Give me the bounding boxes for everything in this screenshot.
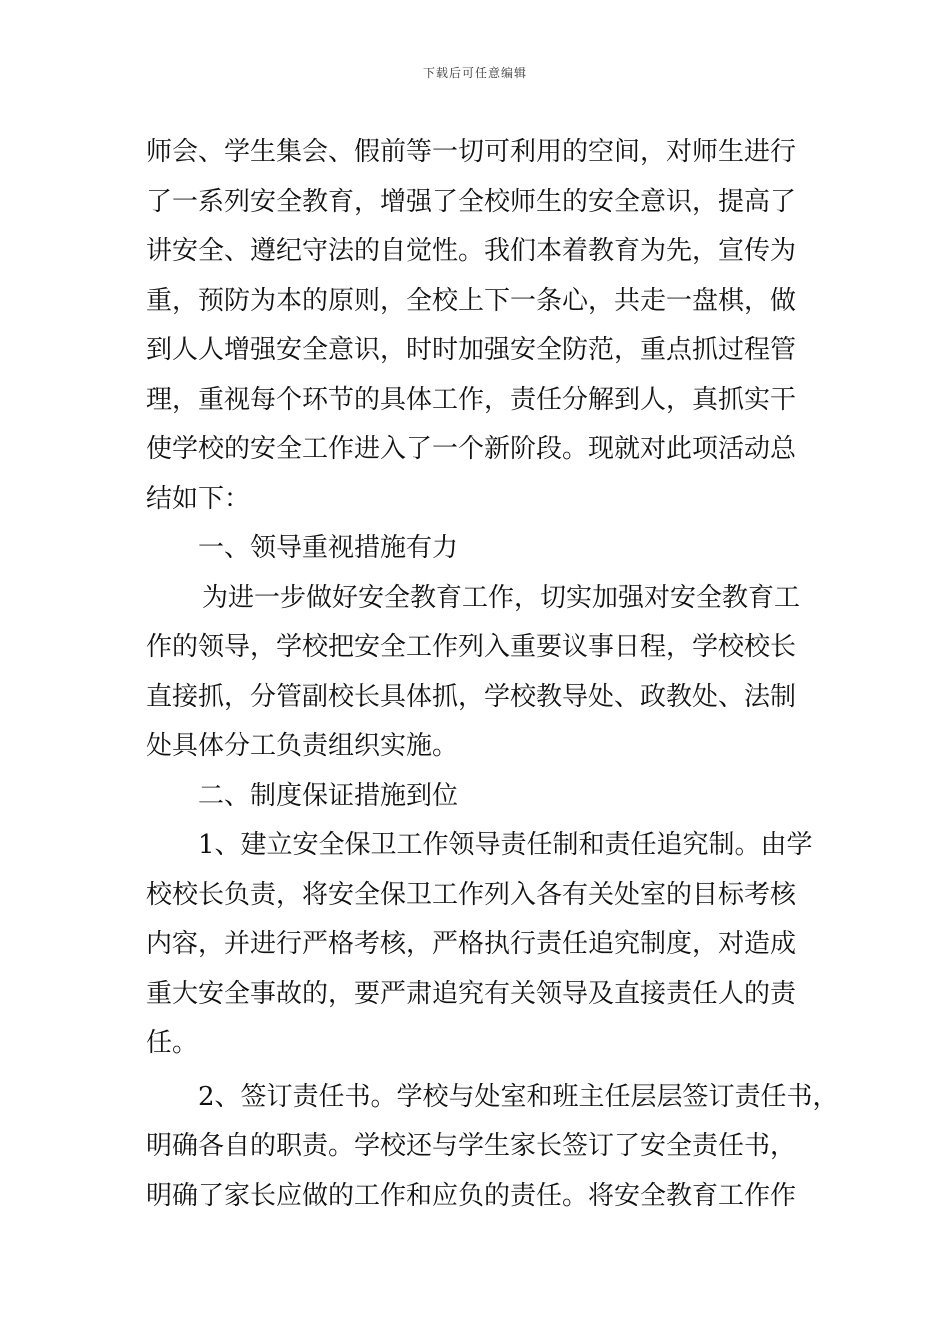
section-heading-leadership: 一、领导重视措施有力 bbox=[198, 533, 459, 563]
section-heading-system: 二、制度保证措施到位 bbox=[198, 780, 459, 811]
body-line: 重大安全事故的，要严肃追究有关领导及直接责任人的责 bbox=[146, 978, 797, 1009]
body-line: 到人人增强安全意识，时时加强安全防范，重点抓过程管 bbox=[146, 335, 797, 365]
body-line: 为进一步做好安全教育工作，切实加强对安全教育工 bbox=[202, 582, 801, 613]
body-line: 讲安全、遵纪守法的自觉性。我们本着教育为先，宣传为 bbox=[146, 236, 797, 266]
document-body bbox=[146, 128, 839, 1221]
body-line: 了一系列安全教育，增强了全校师生的安全意识，提高了 bbox=[146, 186, 797, 217]
body-line: 作的领导，学校把安全工作列入重要议事日程，学校校长 bbox=[146, 632, 797, 662]
body-line: 重，预防为本的原则，全校上下一条心，共走一盘棋，做 bbox=[146, 285, 797, 316]
body-line: 明确各自的职责。学校还与学生家长签订了安全责任书， bbox=[146, 1131, 797, 1161]
body-line: 任。 bbox=[146, 1028, 199, 1058]
page-header-note: 下载后可任意编辑 bbox=[422, 66, 527, 80]
body-line: 理，重视每个环节的具体工作，责任分解到人，真抓实干 bbox=[146, 384, 797, 415]
body-line: 2、签订责任书。学校与处室和班主任层层签订责任书， bbox=[198, 1081, 839, 1112]
body-line: 1、建立安全保卫工作领导责任制和责任追究制。由学 bbox=[198, 830, 813, 860]
body-line: 师会、学生集会、假前等一切可利用的空间，对师生进行 bbox=[146, 137, 797, 167]
body-line: 内容，并进行严格考核，严格执行责任追究制度，对造成 bbox=[146, 929, 797, 959]
body-line: 校校长负责，将安全保卫工作列入各有关处室的目标考核 bbox=[146, 879, 797, 910]
body-line: 明确了家长应做的工作和应负的责任。将安全教育工作作 bbox=[146, 1180, 797, 1211]
body-line: 使学校的安全工作进入了一个新阶段。现就对此项活动总 bbox=[146, 434, 797, 464]
body-line: 结如下： bbox=[146, 483, 251, 514]
body-line: 处具体分工负责组织实施。 bbox=[146, 731, 459, 761]
body-line: 直接抓，分管副校长具体抓，学校教导处、政教处、法制 bbox=[146, 681, 797, 712]
